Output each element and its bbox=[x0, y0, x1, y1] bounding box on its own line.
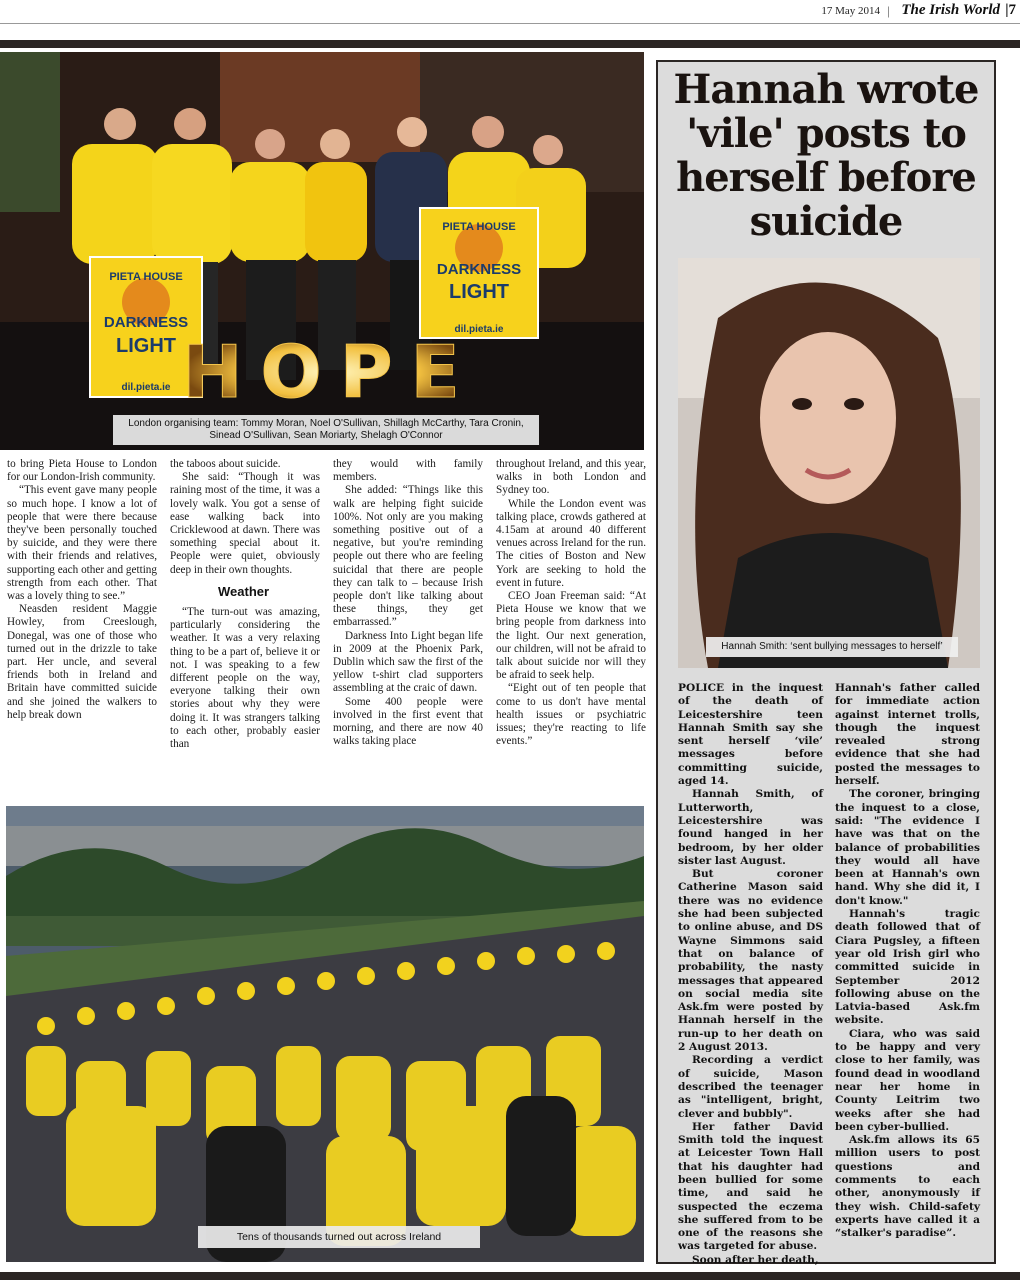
organising-team-illustration bbox=[0, 52, 644, 450]
sidebar-para: Soon after her death, bbox=[692, 1253, 819, 1266]
col4-para: While the London event was talking place, crowds gathered at 4.15am at around 40 different venues across Ireland for the run. The cities of Boston and New York are seeking to hold the event in future. bbox=[496, 497, 646, 589]
col3-para: She added: “Things like this walk are helping fight suicide 100%. Not only are you making something positive out of a negative, but you're reminding people out there who are feeling suicidal that there are people they can talk to – because Irish people don't like talking about these things, they get embarrassed.” bbox=[333, 484, 483, 629]
sidebar-para: Hannah Smith, of Lutterworth, Leicestershire was found hanged in her bedroom, by her older sister last August. bbox=[678, 788, 823, 867]
top-caption-line2: Sinead O'Sullivan, Sean Moriarty, Shelagh O'Connor bbox=[209, 430, 443, 441]
col2-para: She said: “Though it was raining most of the time, it was a lovely walk. You got a sense of ease walking back into Cricklewood at dawn. There was something special about it. People were quiet, obviously deep in their own thoughts. bbox=[170, 471, 320, 576]
sidebar-para: Hannah's father called for immediate action against internet trolls, though the inquest revealed strong evidence that she had posted the messages to herself. bbox=[835, 682, 980, 788]
subhead-weather: Weather bbox=[218, 583, 270, 599]
article-column-3 bbox=[333, 458, 483, 748]
issue-date: 17 May 2014 bbox=[821, 5, 880, 17]
col1-para: “This event gave many people so much hope. I know a lot of people that were there because they've been personally touched by suicide, and they were there with their friends and relatives, supporting each other and getting strength from each other. That was a lovely thing to see.” bbox=[7, 484, 157, 603]
col2-para: the taboos about suicide. bbox=[170, 458, 281, 470]
sidebar-para: But coroner Catherine Mason said there was no evidence she had been subjected to online abuse, and DS Wayne Simmons said that on balance of probability, the nasty messages that appeared on social media site Ask.fm were posted by Hannah herself in the run-up to her death on 2 August 2013. bbox=[678, 868, 823, 1054]
sidebar-para: POLICE in the inquest of the death of Leicestershire teen Hannah Smith say she sent herself ‘vile’ messages before committing suicide, aged 14. bbox=[678, 682, 823, 788]
col3-para: Darkness Into Light began life in 2009 at the Phoenix Park, Dublin which saw the first of the yellow t-shirt clad supporters assembling at the craic of dawn. bbox=[333, 629, 483, 695]
col1-para: to bring Pieta House to London for our London-Irish community. bbox=[7, 458, 157, 484]
svg-text:LIGHT: LIGHT bbox=[449, 281, 509, 303]
svg-text:dil.pieta.ie: dil.pieta.ie bbox=[121, 382, 171, 393]
sidebar-column-2 bbox=[835, 682, 980, 1240]
bottom-rule bbox=[0, 1272, 1020, 1280]
col3-para: Some 400 people were involved in the first event that morning, and there are now 40 walks taking place bbox=[333, 695, 483, 748]
sidebar-para: Her father David Smith told the inquest at Leicester Town Hall that his daughter had been bullied for some time, and said he suspected the eczema she suffered from to be one of the reasons she was targeted for abuse. bbox=[678, 1120, 823, 1253]
organising-team-photo bbox=[0, 52, 644, 450]
svg-text:PIETA HOUSE: PIETA HOUSE bbox=[109, 271, 183, 283]
col3-para: they would with family members. bbox=[333, 458, 483, 484]
candle-word: HOPE bbox=[182, 330, 478, 414]
sidebar-headline: Hannah wrote 'vile' posts to herself before suicide bbox=[673, 66, 979, 245]
col4-para: CEO Joan Freeman said: “At Pieta House we know that we bring people from darkness into the light. Our next generation, our children, will not be afraid to talk about suicide nor will they be afraid to seek help. bbox=[496, 590, 646, 682]
sidebar-column-1 bbox=[678, 682, 823, 1267]
svg-text:PIETA HOUSE: PIETA HOUSE bbox=[442, 221, 516, 233]
sidebar-para: Ask.fm allows its 65 million users to post questions and comments to each other, anonymously if they wish. Child-safety experts have called it a “stalker's paradise”. bbox=[835, 1134, 980, 1240]
bottom-photo-caption: Tens of thousands turned out across Ireland bbox=[198, 1226, 480, 1248]
portrait-illustration bbox=[678, 258, 980, 668]
article-column-1 bbox=[7, 458, 157, 722]
svg-text:DARKNESS: DARKNESS bbox=[436, 261, 522, 278]
masthead-separator: | bbox=[887, 3, 890, 18]
crowd-illustration bbox=[6, 806, 644, 1262]
svg-text:DARKNESS: DARKNESS bbox=[103, 314, 189, 331]
publication-title: The Irish World bbox=[901, 2, 1000, 18]
sidebar-story bbox=[656, 60, 996, 1264]
sidebar-para: The coroner, bringing the inquest to a close, said: "The evidence I have was that on the balance of probabilities they would all have been at Hannah's own hand. Why she did it, I don't know." bbox=[835, 788, 980, 907]
svg-text:dil.pieta.ie: dil.pieta.ie bbox=[454, 324, 504, 335]
page-number: |7 bbox=[1005, 2, 1016, 18]
svg-text:LIGHT: LIGHT bbox=[116, 335, 176, 357]
masthead bbox=[0, 0, 1020, 24]
article-column-2 bbox=[170, 458, 320, 751]
portrait-caption: Hannah Smith: ‘sent bullying messages to herself’ bbox=[706, 637, 958, 657]
sidebar-para: Hannah's tragic death followed that of Ciara Pugsley, a fifteen year old Irish girl who committed suicide in September 2012 following abuse on the Latvia-based Ask.fm website. bbox=[835, 908, 980, 1027]
sidebar-para: Ciara, who was said to be happy and very close to her family, was found dead in woodland near her home in County Leitrim two weeks after she had been cyber-bullied. bbox=[835, 1027, 980, 1133]
hannah-smith-portrait bbox=[678, 258, 980, 668]
sidebar-para: Recording a verdict of suicide, Mason described the teenager as "intelligent, bright, clever and bubbly". bbox=[678, 1054, 823, 1120]
col4-para: throughout Ireland, and this year, walks in both London and Sydney too. bbox=[496, 458, 646, 497]
top-photo-caption bbox=[113, 415, 539, 445]
top-rule bbox=[0, 40, 1020, 48]
crowd-walk-photo bbox=[6, 806, 644, 1262]
col1-para: Neasden resident Maggie Howley, from Creeslough, Donegal, was one of those who turned out in the drizzle to take part. Her uncle, and several friends both in Ireland and Britain have committed suicide and she joined the walkers to help break down bbox=[7, 603, 157, 721]
col4-para: “Eight out of ten people that come to us don't have mental health issues or psychiatric issues; they're reacting to life events.” bbox=[496, 682, 646, 748]
col2-para: “The turn-out was amazing, particularly considering the weather. It was a very relaxing thing to be a part of, believe it or not. I was speaking to a few different people on the way, everyone talking their own stories about why they were doing it. It was strangers talking to each other, probably easier than bbox=[170, 606, 320, 751]
article-column-4 bbox=[496, 458, 646, 748]
top-caption-line1: London organising team: Tommy Moran, Noel O'Sullivan, Shillagh McCarthy, Tara Cronin, bbox=[128, 418, 524, 429]
